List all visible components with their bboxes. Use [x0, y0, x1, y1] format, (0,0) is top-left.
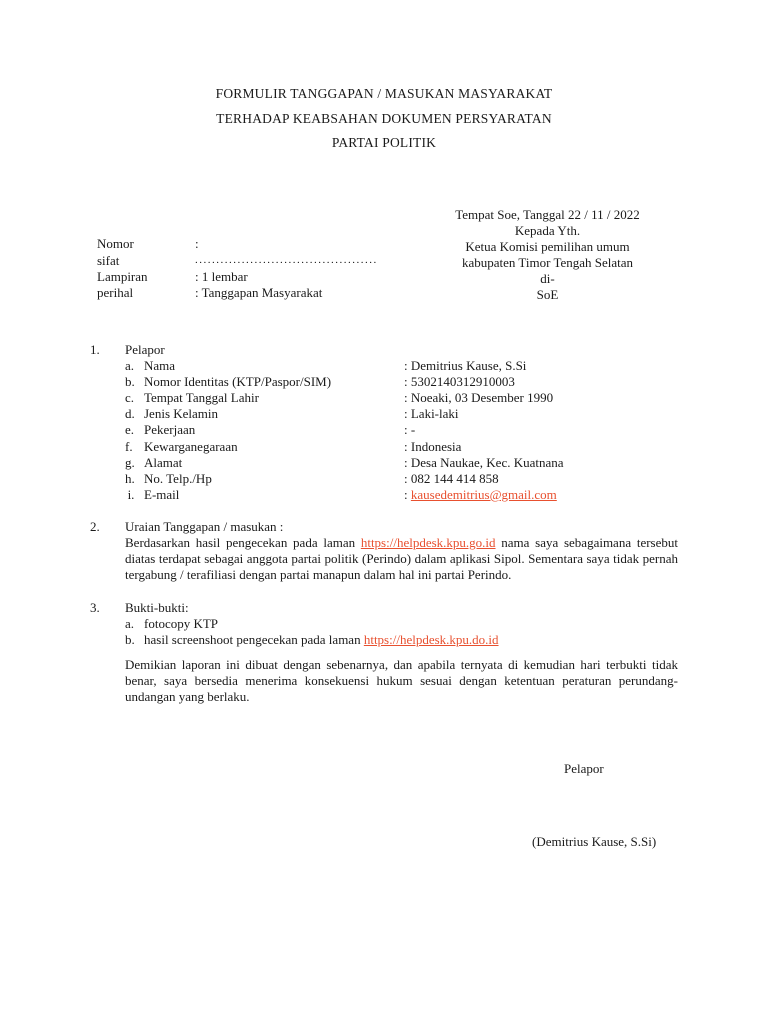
place-date: Tempat Soe, Tanggal 22 / 11 / 2022	[455, 207, 640, 222]
doc-title-line3: PARTAI POLITIK	[331, 135, 437, 150]
kepada-yth: Kepada Yth.	[514, 223, 581, 238]
recipient-di: di-	[540, 271, 555, 286]
evidence-item-a: fotocopy KTP	[144, 616, 219, 631]
section2-text-before: Berdasarkan hasil pengecekan pada laman	[125, 535, 361, 550]
evidence-item-b-text: hasil screenshoot pengecekan pada laman	[144, 632, 364, 647]
row-label: Tempat Tanggal Lahir	[144, 390, 259, 405]
section1-number: 1.	[90, 342, 100, 357]
email-row-value	[404, 487, 557, 503]
section1-title: Pelapor	[125, 342, 165, 357]
row-label: No. Telp./Hp	[144, 471, 212, 486]
section3-title: Bukti-bukti:	[125, 600, 189, 615]
row-value: : Desa Naukae, Kec. Kuatnana	[404, 455, 564, 470]
email-colon: :	[404, 487, 411, 502]
closing-paragraph: Demikian laporan ini dibuat dengan sebenarnya, dan apabila ternyata di kemudian hari terbukti tidak benar, saya bersedia menerima konsekuensi hukum sesuai dengan ketentuan peraturan perundang-undangan yang berlaku.	[125, 657, 678, 704]
row-letter: d.	[125, 406, 135, 421]
row-letter: g.	[125, 455, 135, 470]
perihal-label: perihal	[97, 285, 134, 300]
sifat-label: sifat	[97, 253, 120, 268]
row-letter: b.	[125, 374, 135, 389]
row-label: Pekerjaan	[144, 422, 196, 437]
row-value: : 5302140312910003	[404, 374, 515, 389]
section2-number: 2.	[90, 519, 100, 534]
lampiran-value: : 1 lembar	[195, 269, 248, 284]
row-value: : Noeaki, 03 Desember 1990	[404, 390, 554, 405]
row-label: Nama	[144, 358, 176, 373]
section2-paragraph	[125, 535, 678, 583]
row-letter: h.	[125, 471, 135, 486]
row-label: Kewarganegaraan	[144, 439, 238, 454]
row-letter: c.	[125, 390, 135, 405]
email-link[interactable]: kausedemitrius@gmail.com	[410, 487, 557, 502]
evidence-item-b	[144, 632, 499, 648]
lampiran-label: Lampiran	[97, 269, 148, 284]
doc-title-line1: FORMULIR TANGGAPAN / MASUKAN MASYARAKAT	[215, 86, 553, 101]
row-value: : 082 144 414 858	[404, 471, 499, 486]
section3-number: 3.	[90, 600, 100, 615]
section2-text-after: nama saya sebagaimana tersebut diatas terdapat sebagai anggota partai politik (Perindo) dalam aplikasi Sipol. Sementara saya tidak pernah tergabung / terafiliasi dengan partai manapun dalam hal ini partai Perindo.	[125, 535, 678, 582]
row-value: : Indonesia	[404, 439, 462, 454]
evidence-letter-b: b.	[125, 632, 135, 647]
row-letter: a.	[125, 358, 135, 373]
row-label: Alamat	[144, 455, 183, 470]
section2-title: Uraian Tanggapan / masukan :	[125, 519, 284, 534]
row-letter: e.	[125, 422, 135, 437]
doc-title-line2: TERHADAP KEABSAHAN DOKUMEN PERSYARATAN	[216, 111, 552, 126]
row-value: : Laki-laki	[404, 406, 459, 421]
email-label: E-mail	[144, 487, 180, 502]
signature-role: Pelapor	[564, 761, 604, 776]
row-value: : -	[404, 422, 416, 437]
recipient-line1: Ketua Komisi pemilihan umum	[465, 239, 630, 254]
recipient-city: SoE	[536, 287, 559, 302]
row-letter: f.	[125, 439, 133, 454]
signature-name: (Demitrius Kause, S.Si)	[532, 834, 657, 849]
evidence-letter-a: a.	[125, 616, 135, 631]
nomor-value: :	[195, 236, 199, 251]
nomor-label: Nomor	[97, 236, 134, 251]
evidence-link[interactable]: https://helpdesk.kpu.do.id	[363, 632, 499, 647]
row-label: Nomor Identitas (KTP/Paspor/SIM)	[144, 374, 332, 389]
row-value: : Demitrius Kause, S.Si	[404, 358, 527, 373]
helpdesk-link[interactable]: https://helpdesk.kpu.go.id	[360, 535, 496, 550]
recipient-line2: kabupaten Timor Tengah Selatan	[461, 255, 634, 270]
row-letter: i.	[127, 487, 135, 502]
sifat-value: ...........................................	[195, 254, 378, 266]
row-label: Jenis Kelamin	[144, 406, 219, 421]
perihal-value: : Tanggapan Masyarakat	[195, 285, 323, 300]
